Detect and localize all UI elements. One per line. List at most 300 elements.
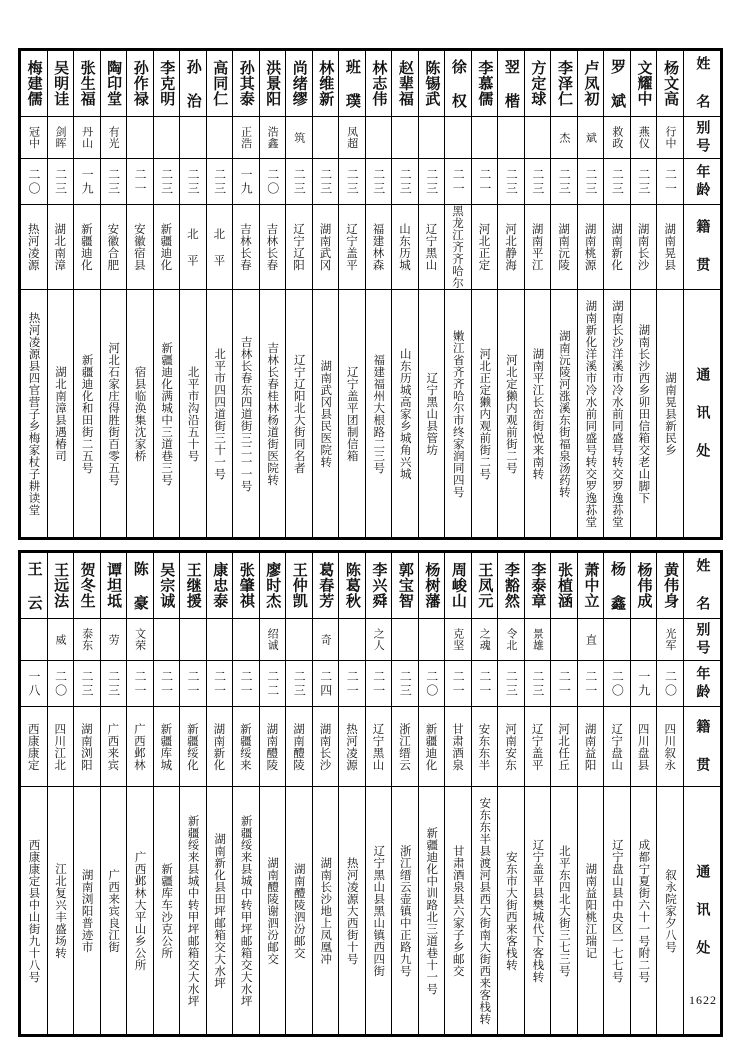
name-text: 吴宗诚 bbox=[158, 562, 177, 609]
cell-name bbox=[418, 553, 445, 619]
roster-row-address bbox=[21, 787, 721, 1035]
cell-age bbox=[471, 661, 498, 707]
age-text: 二三 bbox=[212, 167, 227, 196]
cell-native bbox=[339, 205, 366, 290]
cell-age bbox=[233, 159, 260, 205]
cell-alias bbox=[47, 117, 74, 159]
cell-address bbox=[471, 290, 498, 538]
cell-name bbox=[286, 553, 313, 619]
cell-age bbox=[312, 661, 339, 707]
native-text: 辽宁盖平 bbox=[530, 722, 545, 771]
cell-native bbox=[577, 205, 604, 290]
cell-native bbox=[312, 205, 339, 290]
name-text: 尚绪缪 bbox=[290, 60, 309, 107]
cell-name bbox=[471, 553, 498, 619]
cell-address bbox=[312, 787, 339, 1035]
cell-name bbox=[657, 51, 684, 117]
age-text: 二〇 bbox=[53, 669, 68, 698]
age-text: 二三 bbox=[530, 669, 545, 698]
cell-age bbox=[498, 661, 525, 707]
cell-address bbox=[233, 787, 260, 1035]
cell-age bbox=[312, 159, 339, 205]
native-text: 吉林长春 bbox=[238, 223, 253, 271]
age-text: 二一 bbox=[133, 669, 148, 698]
address-text: 湖南沅陵河涨溪东街福泉汤药转 bbox=[557, 329, 572, 498]
cell-name bbox=[206, 553, 233, 619]
address-text: 河北石家庄得胜街百零五号 bbox=[107, 341, 122, 486]
native-text: 热河凌源 bbox=[344, 722, 359, 771]
cell-alias bbox=[471, 619, 498, 661]
native-text: 湖南醴陵 bbox=[265, 722, 280, 771]
age-text: 二二 bbox=[265, 669, 280, 698]
cell-age bbox=[286, 661, 313, 707]
cell-native bbox=[127, 707, 154, 787]
name-text: 罗 斌 bbox=[608, 58, 627, 109]
cell-alias bbox=[524, 619, 551, 661]
cell-alias bbox=[392, 619, 419, 661]
alias-text: 斌 bbox=[584, 131, 598, 144]
roster-row-age bbox=[21, 159, 721, 205]
name-text: 杨树藩 bbox=[423, 562, 442, 609]
cell-native bbox=[657, 707, 684, 787]
native-text: 四川江北 bbox=[53, 722, 68, 771]
address-text: 湖南晃县新民乡 bbox=[663, 371, 678, 456]
name-text: 王 云 bbox=[25, 560, 44, 611]
address-text: 西康康定县中山街九十八号 bbox=[27, 838, 42, 983]
cell-native bbox=[21, 707, 48, 787]
row-header-address bbox=[684, 290, 721, 538]
name-text: 李克明 bbox=[158, 60, 177, 107]
cell-age bbox=[365, 661, 392, 707]
row-header-label: 姓 名 bbox=[694, 557, 711, 614]
name-text: 孙 治 bbox=[184, 58, 203, 109]
native-text: 辽宁盘山 bbox=[610, 722, 625, 771]
cell-alias bbox=[498, 619, 525, 661]
cell-age bbox=[206, 661, 233, 707]
page-number: 1622 bbox=[689, 993, 717, 1007]
name-text: 杨文高 bbox=[662, 60, 681, 107]
cell-age bbox=[577, 159, 604, 205]
age-text: 二〇 bbox=[27, 167, 42, 196]
age-text: 二一 bbox=[186, 669, 201, 698]
age-text: 二三 bbox=[504, 669, 519, 698]
age-text: 二三 bbox=[318, 167, 333, 196]
native-text: 湖南长沙 bbox=[636, 223, 651, 271]
cell-alias bbox=[445, 117, 472, 159]
cell-address bbox=[392, 787, 419, 1035]
cell-name bbox=[577, 553, 604, 619]
cell-native bbox=[445, 707, 472, 787]
address-text: 叙永院家夕八号 bbox=[663, 868, 678, 953]
cell-name bbox=[392, 51, 419, 117]
cell-alias bbox=[21, 117, 48, 159]
cell-age bbox=[286, 159, 313, 205]
address-text: 北平市沟沿五十号 bbox=[186, 365, 201, 462]
address-text: 新疆绥来县城中转甲坪邮箱交大水坪 bbox=[239, 814, 254, 1007]
native-text: 黑龙江齐齐哈尔 bbox=[451, 205, 466, 289]
alias-text: 凤超 bbox=[345, 126, 359, 149]
cell-age bbox=[445, 661, 472, 707]
cell-native bbox=[259, 707, 286, 787]
cell-name bbox=[21, 51, 48, 117]
native-text: 甘肃酒泉 bbox=[451, 722, 466, 771]
roster-row-address bbox=[21, 290, 721, 538]
cell-alias bbox=[286, 117, 313, 159]
age-text: 二一 bbox=[159, 669, 174, 698]
cell-native bbox=[418, 707, 445, 787]
cell-address bbox=[127, 787, 154, 1035]
cell-age bbox=[339, 661, 366, 707]
native-text: 西康康定 bbox=[26, 722, 41, 771]
native-text: 湖南沅陵 bbox=[557, 223, 572, 271]
native-text: 四川叙永 bbox=[663, 722, 678, 771]
cell-address bbox=[657, 787, 684, 1035]
address-text: 湖南醴陵谢泗汾邮交 bbox=[266, 856, 281, 965]
row-header-label: 别号 bbox=[694, 119, 711, 156]
cell-alias bbox=[524, 117, 551, 159]
cell-age bbox=[21, 159, 48, 205]
cell-address bbox=[339, 787, 366, 1035]
alias-text: 泰东 bbox=[80, 628, 94, 651]
cell-age bbox=[259, 661, 286, 707]
cell-address bbox=[21, 787, 48, 1035]
native-text: 湖南桃源 bbox=[583, 223, 598, 271]
cell-alias bbox=[127, 619, 154, 661]
native-text: 河北正定 bbox=[477, 223, 492, 271]
cell-alias bbox=[365, 117, 392, 159]
cell-age bbox=[47, 159, 74, 205]
age-text: 二一 bbox=[663, 167, 678, 196]
address-text: 河北定獭内观前街二号 bbox=[504, 353, 519, 474]
age-text: 二三 bbox=[398, 167, 413, 196]
native-text: 北 平 bbox=[185, 227, 200, 267]
native-text: 吉林长春 bbox=[265, 223, 280, 271]
cell-native bbox=[233, 707, 260, 787]
age-text: 二一 bbox=[345, 669, 360, 698]
age-text: 一九 bbox=[636, 669, 651, 698]
cell-alias bbox=[577, 619, 604, 661]
name-text: 林维新 bbox=[317, 60, 336, 107]
row-header-label: 籍 贯 bbox=[694, 718, 711, 775]
address-text: 福建福州大根路二三号 bbox=[372, 353, 387, 474]
name-text: 孙其泰 bbox=[237, 60, 256, 107]
row-header-age bbox=[684, 661, 721, 707]
native-text: 新疆迪化 bbox=[159, 223, 174, 271]
native-text: 浙江缙云 bbox=[398, 722, 412, 771]
address-text: 湖南醴陵泗汾邮交 bbox=[292, 862, 307, 959]
name-text: 梅建儒 bbox=[25, 60, 44, 107]
name-text: 郭宝智 bbox=[396, 562, 415, 609]
age-text: 二三 bbox=[530, 167, 545, 196]
cell-alias bbox=[657, 117, 684, 159]
cell-address bbox=[365, 787, 392, 1035]
native-text: 湖南益阳 bbox=[583, 722, 598, 771]
cell-address bbox=[153, 787, 180, 1035]
cell-native bbox=[74, 707, 101, 787]
roster-table-lower bbox=[18, 550, 723, 1037]
cell-native bbox=[471, 707, 498, 787]
cell-name bbox=[153, 51, 180, 117]
name-text: 王远法 bbox=[52, 562, 71, 609]
cell-native bbox=[365, 707, 392, 787]
cell-alias bbox=[551, 619, 578, 661]
cell-name bbox=[604, 553, 631, 619]
cell-alias bbox=[47, 619, 74, 661]
age-text: 二一 bbox=[212, 669, 227, 698]
name-text: 葛春芳 bbox=[317, 562, 336, 609]
address-text: 热河凌源大西街十号 bbox=[345, 856, 360, 965]
alias-text: 剑晖 bbox=[54, 126, 68, 149]
native-text: 山东历城 bbox=[398, 223, 412, 271]
address-text: 广西来宾良江街 bbox=[107, 868, 122, 953]
cell-alias bbox=[259, 619, 286, 661]
cell-native bbox=[153, 707, 180, 787]
cell-name bbox=[657, 553, 684, 619]
age-text: 二〇 bbox=[663, 669, 678, 698]
name-text: 张生福 bbox=[78, 60, 97, 107]
alias-text: 正浩 bbox=[239, 126, 253, 149]
alias-text: 冠中 bbox=[27, 126, 41, 149]
cell-native bbox=[445, 205, 472, 290]
cell-age bbox=[471, 159, 498, 205]
cell-address bbox=[630, 787, 657, 1035]
cell-name bbox=[47, 51, 74, 117]
alias-text: 之人 bbox=[372, 628, 386, 651]
cell-name bbox=[21, 553, 48, 619]
age-text: 二一 bbox=[451, 669, 466, 698]
native-text: 湖北南漳 bbox=[53, 223, 68, 271]
name-text: 卢凤初 bbox=[582, 60, 601, 107]
cell-age bbox=[551, 159, 578, 205]
cell-name bbox=[127, 51, 154, 117]
cell-name bbox=[127, 553, 154, 619]
cell-alias bbox=[445, 619, 472, 661]
cell-age bbox=[339, 159, 366, 205]
cell-name bbox=[471, 51, 498, 117]
roster-grid-upper bbox=[20, 50, 721, 538]
row-header-age bbox=[684, 159, 721, 205]
cell-alias bbox=[339, 619, 366, 661]
alias-text: 直 bbox=[584, 633, 598, 646]
name-text: 文耀中 bbox=[635, 60, 654, 107]
age-text: 二一 bbox=[557, 669, 572, 698]
cell-native bbox=[498, 707, 525, 787]
age-text: 一八 bbox=[27, 669, 42, 698]
cell-name bbox=[233, 553, 260, 619]
native-text: 湖南武冈 bbox=[318, 223, 333, 271]
name-text: 贺冬生 bbox=[78, 562, 97, 609]
cell-alias bbox=[74, 619, 101, 661]
name-text: 方定球 bbox=[529, 60, 548, 107]
alias-text: 威 bbox=[54, 633, 68, 646]
cell-alias bbox=[630, 117, 657, 159]
cell-native bbox=[577, 707, 604, 787]
row-header-label: 通 讯 处 bbox=[694, 863, 711, 958]
address-text: 吉林长春桂林杨道街医院转 bbox=[266, 341, 281, 486]
row-header-label: 通 讯 处 bbox=[694, 366, 711, 461]
cell-alias bbox=[153, 619, 180, 661]
native-text: 安徽合肥 bbox=[106, 223, 121, 271]
cell-native bbox=[47, 205, 74, 290]
age-text: 二三 bbox=[80, 669, 95, 698]
cell-age bbox=[604, 661, 631, 707]
name-text: 陈葛秋 bbox=[343, 562, 362, 609]
address-text: 江北复兴丰盛场转 bbox=[54, 862, 69, 959]
alias-text: 行中 bbox=[663, 126, 677, 149]
cell-name bbox=[392, 553, 419, 619]
native-text: 河北任丘 bbox=[557, 722, 572, 771]
cell-native bbox=[551, 205, 578, 290]
cell-name bbox=[498, 51, 525, 117]
name-text: 廖时杰 bbox=[264, 562, 283, 609]
cell-age bbox=[418, 661, 445, 707]
age-text: 二一 bbox=[133, 167, 148, 196]
roster-row-age bbox=[21, 661, 721, 707]
cell-address bbox=[180, 787, 207, 1035]
cell-name bbox=[551, 553, 578, 619]
cell-address bbox=[551, 290, 578, 538]
cell-native bbox=[74, 205, 101, 290]
address-text: 成都宁夏街六十一号附二号 bbox=[637, 838, 652, 983]
name-text: 张肇祺 bbox=[237, 562, 256, 609]
native-text: 安徽宿县 bbox=[132, 223, 147, 271]
cell-alias bbox=[551, 117, 578, 159]
cell-age bbox=[657, 159, 684, 205]
roster-table-upper bbox=[18, 48, 723, 540]
name-text: 陈锡武 bbox=[423, 60, 442, 107]
roster-row-alias bbox=[21, 619, 721, 661]
native-text: 辽宁黑山 bbox=[371, 722, 386, 771]
address-text: 安东市大街西来客栈转 bbox=[504, 850, 519, 971]
cell-name bbox=[100, 553, 127, 619]
alias-text: 之魂 bbox=[478, 628, 492, 651]
cell-native bbox=[498, 205, 525, 290]
cell-address bbox=[418, 290, 445, 538]
address-text: 湖南益阳桃江瑞记 bbox=[584, 862, 599, 959]
roster-row-native bbox=[21, 205, 721, 290]
cell-address bbox=[524, 290, 551, 538]
cell-age bbox=[577, 661, 604, 707]
alias-text: 浩鑫 bbox=[266, 126, 280, 149]
cell-native bbox=[21, 205, 48, 290]
name-text: 李兴舜 bbox=[370, 562, 389, 609]
address-text: 湖南新化县田坪邮箱交大水坪 bbox=[213, 832, 228, 989]
age-text: 二一 bbox=[477, 669, 492, 698]
cell-age bbox=[127, 661, 154, 707]
cell-alias bbox=[21, 619, 48, 661]
name-text: 萧中立 bbox=[582, 562, 601, 609]
cell-name bbox=[180, 553, 207, 619]
roster-grid-lower bbox=[20, 552, 721, 1035]
age-text: 二四 bbox=[318, 669, 333, 698]
alias-text: 劳 bbox=[107, 633, 121, 646]
address-text: 辽宁黑山县管坊 bbox=[425, 371, 440, 456]
cell-native bbox=[259, 205, 286, 290]
name-text: 谭坦坻 bbox=[105, 562, 124, 609]
name-text: 周峻山 bbox=[449, 562, 468, 609]
cell-address bbox=[206, 787, 233, 1035]
cell-name bbox=[100, 51, 127, 117]
address-text: 辽宁黑山县黑山镇西四街 bbox=[372, 844, 387, 977]
cell-name bbox=[524, 553, 551, 619]
alias-text: 有光 bbox=[107, 126, 121, 149]
address-text: 甘肃酒泉县六家子乡邮交 bbox=[451, 844, 466, 977]
cell-age bbox=[233, 661, 260, 707]
cell-address bbox=[47, 290, 74, 538]
cell-age bbox=[74, 661, 101, 707]
cell-name bbox=[630, 553, 657, 619]
cell-alias bbox=[418, 117, 445, 159]
cell-address bbox=[47, 787, 74, 1035]
cell-address bbox=[206, 290, 233, 538]
cell-alias bbox=[577, 117, 604, 159]
age-text: 二三 bbox=[504, 167, 519, 196]
cell-alias bbox=[657, 619, 684, 661]
cell-native bbox=[286, 707, 313, 787]
cell-native bbox=[312, 707, 339, 787]
native-text: 湖南醴陵 bbox=[291, 722, 306, 771]
name-text: 黄伟身 bbox=[662, 562, 681, 609]
name-text: 洪景阳 bbox=[264, 60, 283, 107]
cell-alias bbox=[180, 619, 207, 661]
cell-address bbox=[153, 290, 180, 538]
cell-native bbox=[206, 707, 233, 787]
cell-native bbox=[206, 205, 233, 290]
cell-address bbox=[74, 290, 101, 538]
address-text: 辽宁盖平县樊城代下客栈转 bbox=[531, 838, 546, 983]
cell-address bbox=[100, 290, 127, 538]
cell-address bbox=[339, 290, 366, 538]
name-text: 徐 权 bbox=[449, 58, 468, 109]
row-header-label: 姓 名 bbox=[694, 55, 711, 112]
address-text: 安东东半县渡河县西大街南大街西来客栈转 bbox=[478, 796, 493, 1025]
row-header-name bbox=[684, 553, 721, 619]
cell-name bbox=[498, 553, 525, 619]
row-header-label: 别号 bbox=[694, 621, 711, 658]
age-text: 一九 bbox=[80, 167, 95, 196]
cell-name bbox=[312, 553, 339, 619]
cell-name bbox=[445, 51, 472, 117]
address-text: 新疆库车沙克公所 bbox=[160, 862, 175, 959]
cell-name bbox=[259, 553, 286, 619]
name-text: 杨伟成 bbox=[635, 562, 654, 609]
cell-age bbox=[206, 159, 233, 205]
cell-native bbox=[365, 205, 392, 290]
cell-name bbox=[445, 553, 472, 619]
cell-address bbox=[21, 290, 48, 538]
cell-native bbox=[630, 205, 657, 290]
cell-age bbox=[127, 159, 154, 205]
cell-address bbox=[312, 290, 339, 538]
address-text: 北平东四北大街三七三号 bbox=[557, 844, 572, 977]
age-text: 二三 bbox=[186, 167, 201, 196]
cell-native bbox=[551, 707, 578, 787]
cell-age bbox=[524, 159, 551, 205]
cell-age bbox=[392, 661, 419, 707]
name-text: 班 璞 bbox=[343, 58, 362, 109]
age-text: 二〇 bbox=[610, 669, 625, 698]
cell-alias bbox=[259, 117, 286, 159]
cell-address bbox=[286, 787, 313, 1035]
roster-row-name bbox=[21, 51, 721, 117]
address-text: 浙江缙云壶镇中正路九号 bbox=[398, 844, 413, 977]
name-text: 吴明诖 bbox=[52, 60, 71, 107]
cell-name bbox=[365, 553, 392, 619]
native-text: 北 平 bbox=[212, 227, 227, 267]
alias-text: 筑 bbox=[292, 131, 306, 144]
cell-native bbox=[524, 205, 551, 290]
name-text: 翌 楷 bbox=[502, 58, 521, 109]
